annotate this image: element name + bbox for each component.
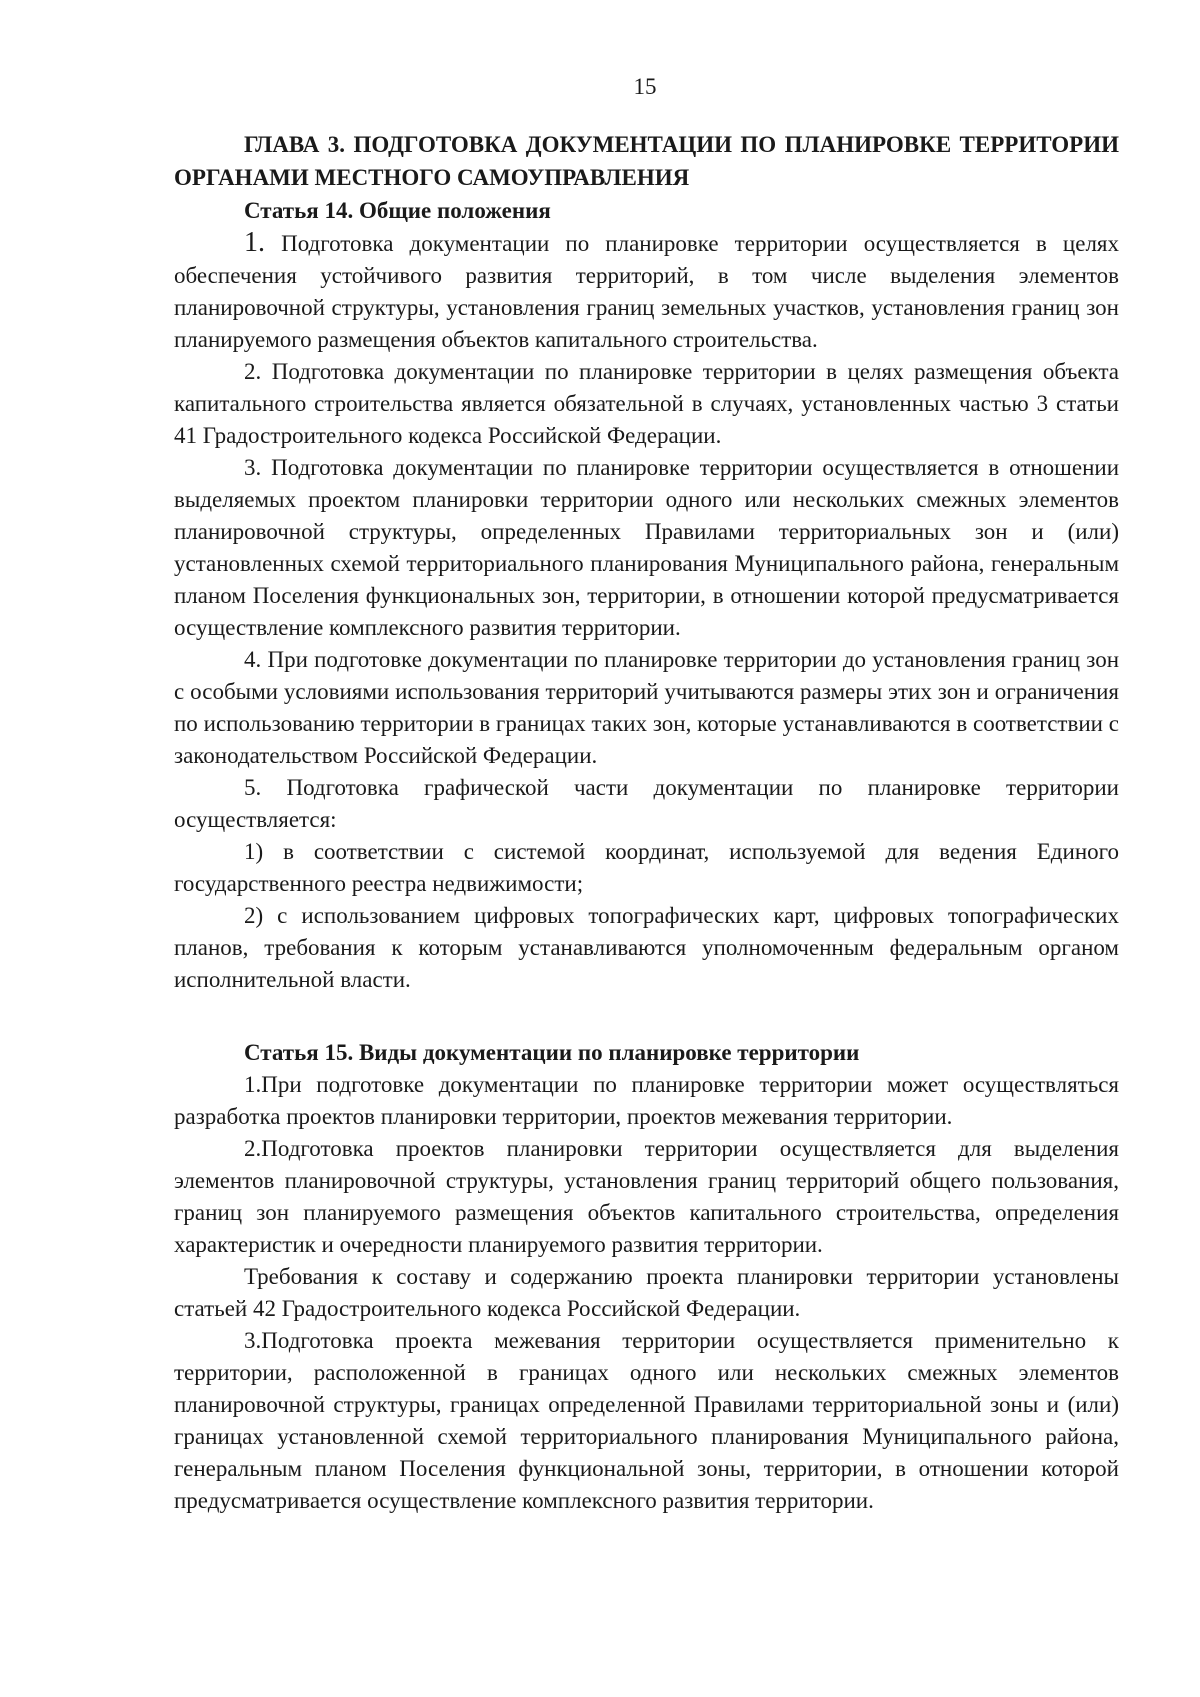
article-14-paragraph-2: 2. Подготовка документации по планировке территории в целях размещения объекта капитального строительства является обязательной в случаях, установленных частью 3 статьи 41 Градостроительного кодекса Российской Федерации. [174,359,1119,448]
article-14-paragraph-4: 4. При подготовке документации по планировке территории до установления границ зон с особыми условиями использования территорий учитываются размеры этих зон и ограничения по использованию территории в границах таких зон, которые устанавливаются в соответствии с законодательством Российской Федерации. [174,647,1119,768]
document-body [174,128,1119,1517]
article-14-paragraph-5-item-2: 2) с использованием цифровых топографических карт, цифровых топографических планов, требования к которым устанавливаются уполномоченным федеральным органом исполнительной власти. [174,903,1119,992]
article-15-paragraph-1: 1.При подготовке документации по планировке территории может осуществляться разработка проектов планировки территории, проектов межевания территории. [174,1072,1119,1129]
page-number: 15 [633,74,657,99]
article-15-paragraph-2b: Требования к составу и содержанию проекта планировки территории установлены статьей 42 Градостроительного кодекса Российской Федерации. [174,1264,1119,1321]
article-14-paragraph-1 [174,227,1119,356]
article-15 [174,1036,1119,1517]
article-15-paragraph-2: 2.Подготовка проектов планировки территории осуществляется для выделения элементов планировочной структуры, установления границ территорий общего пользования, границ зон планируемого размещения объектов капитального строительства, определения характеристик и очередности планируемого развития территории. [174,1136,1119,1257]
article-14-paragraph-1-number: 1. [244,227,265,258]
article-14-paragraph-1-text: Подготовка документации по планировке территории осуществляется в целях обеспечения устойчивого развития территорий, в том числе выделения элементов планировочной структуры, установления границ земельных участков, установления границ зон планируемого размещения объектов капитального строительства. [174,231,1119,352]
article-15-title: Статья 15. Виды документации по планировке территории [244,1040,860,1065]
article-14-title: Статья 14. Общие положения [244,198,551,223]
section-spacer [174,996,1119,1036]
article-14 [174,194,1119,996]
chapter-title: ГЛАВА 3. ПОДГОТОВКА ДОКУМЕНТАЦИИ ПО ПЛАНИРОВКЕ ТЕРРИТОРИИ ОРГАНАМИ МЕСТНОГО САМОУПРАВЛЕНИЯ [174,132,1119,190]
article-15-paragraph-3: 3.Подготовка проекта межевания территории осуществляется применительно к территории, расположенной в границах одного или нескольких смежных элементов планировочной структуры, границах определенной Правилами территориальной зоны и (или) границах установленной схемой территориального планирования Муниципального района, генеральным планом Поселения функциональной зоны, территории, в отношении которой предусматривается осуществление комплексного развития территории. [174,1328,1119,1513]
article-14-paragraph-5-item-1: 1) в соответствии с системой координат, используемой для ведения Единого государственного реестра недвижимости; [174,839,1119,896]
article-14-paragraph-5: 5. Подготовка графической части документации по планировке территории осуществляется: [174,775,1119,832]
article-14-paragraph-3: 3. Подготовка документации по планировке территории осуществляется в отношении выделяемых проектом планировки территории одного или нескольких смежных элементов планировочной структуры, определенных Правилами территориальных зон и (или) установленных схемой территориального планирования Муниципального района, генеральным планом Поселения функциональных зон, территории, в отношении которой предусматривается осуществление комплексного развития территории. [174,455,1119,640]
